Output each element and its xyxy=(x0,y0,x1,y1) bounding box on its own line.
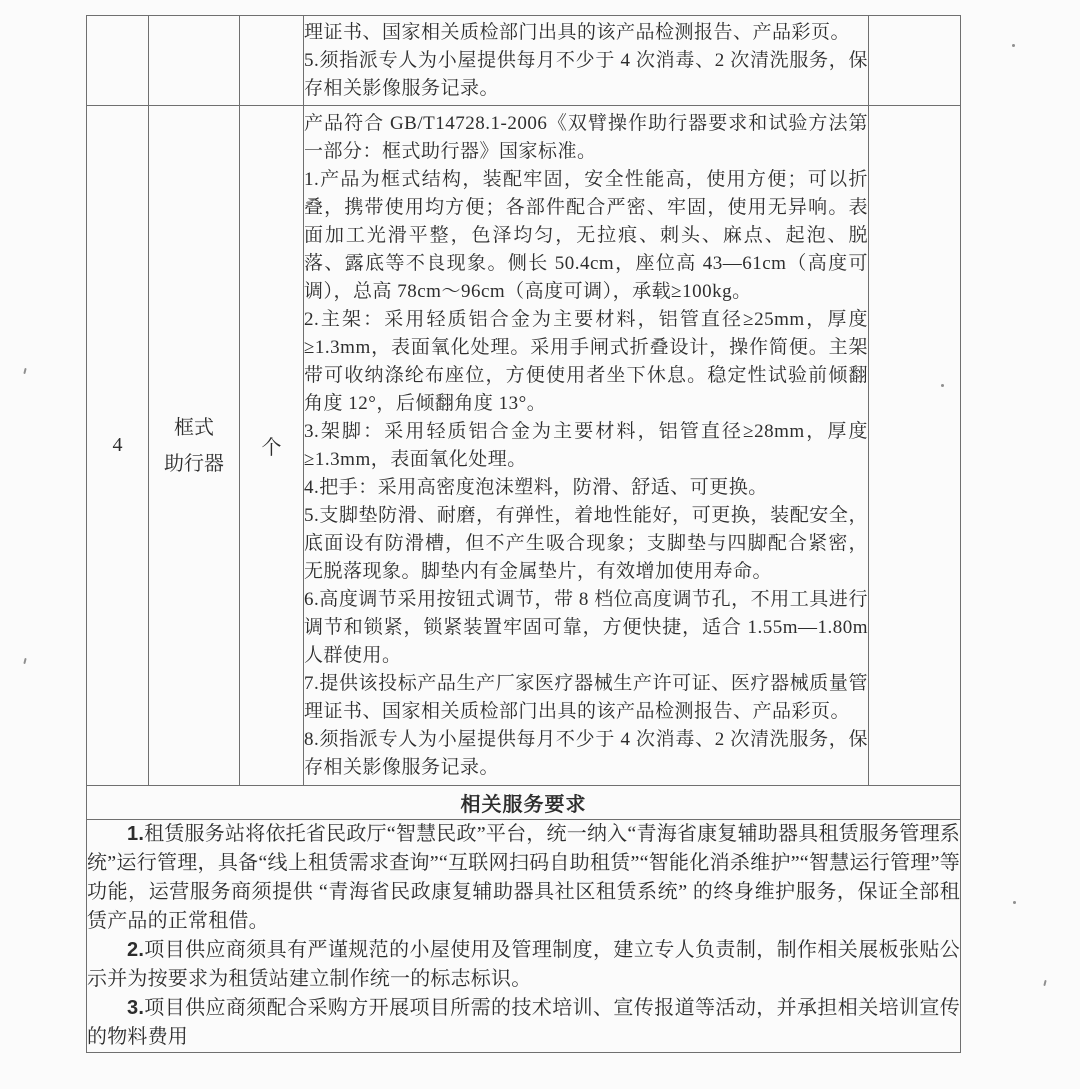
table-row-service-header xyxy=(87,786,961,820)
spec-paragraph: 2.主架：采用轻质铝合金为主要材料，铝管直径≥25mm，厚度≥1.3mm，表面氧化处理。采用手闸式折叠设计，操作简便。主架带可收纳涤纶布座位，方便使用者坐下休息。稳定性试验前倾翻角度 12°，后倾翻角度 13°。 xyxy=(304,308,868,414)
scan-speck xyxy=(1012,44,1015,47)
scan-speck xyxy=(23,368,26,374)
service-paragraph-number: 1. xyxy=(127,823,145,845)
cell-unit-empty xyxy=(240,16,304,106)
spec-paragraph: 8.须指派专人为小屋提供每月不少于 4 次消毒、2 次清洗服务，保存相关影像服务记录。 xyxy=(304,728,868,778)
spec-paragraph: 理证书、国家相关质检部门出具的该产品检测报告、产品彩页。 xyxy=(304,21,851,43)
cell-name-empty xyxy=(149,16,240,106)
cell-item-description xyxy=(304,106,869,786)
spec-paragraph: 6.高度调节采用按钮式调节，带 8 档位高度调节孔，不用工具进行调节和锁紧，锁紧装置牢固可靠，方便快捷，适合 1.55m—1.80m 人群使用。 xyxy=(304,588,868,666)
spec-paragraph: 4.把手：采用高密度泡沫塑料，防滑、舒适、可更换。 xyxy=(304,476,768,498)
cell-item-unit: 个 xyxy=(240,106,304,786)
service-paragraph xyxy=(87,820,960,936)
cell-item-number: 4 xyxy=(87,106,149,786)
cell-extra-empty xyxy=(869,16,961,106)
service-paragraph-text: 项目供应商须配合采购方开展项目所需的技术培训、宣传报道等活动，并承担相关培训宣传的物料费用 xyxy=(87,997,960,1048)
spec-paragraph: 5.支脚垫防滑、耐磨，有弹性，着地性能好，可更换，装配安全，底面设有防滑槽，但不产生吸合现象；支脚垫与四脚配合紧密，无脱落现象。脚垫内有金属垫片，有效增加使用寿命。 xyxy=(304,504,868,582)
spec-paragraph: 3.架脚：采用轻质铝合金为主要材料，铝管直径≥28mm，厚度≥1.3mm，表面氧化处理。 xyxy=(304,420,868,470)
spec-paragraph: 1.产品为框式结构，装配牢固，安全性能高，使用方便；可以折叠，携带使用均方便；各部件配合严密、牢固，使用无异响。表面加工光滑平整，色泽均匀，无拉痕、刺头、麻点、起泡、脱落、露底等不良现象。侧长 50.4cm，座位高 43—61cm（高度可调），总高 78cm～96cm（高度可调），承载≥100kg。 xyxy=(304,168,868,302)
service-section-title: 相关服务要求 xyxy=(87,786,961,820)
cell-description-continuation xyxy=(304,16,869,106)
service-paragraph xyxy=(87,936,960,994)
service-paragraph xyxy=(87,994,960,1052)
table-row-service-body xyxy=(87,820,961,1053)
spec-paragraph: 5.须指派专人为小屋提供每月不少于 4 次消毒、2 次清洗服务，保存相关影像服务记录。 xyxy=(304,49,868,99)
item-name-line: 框式 xyxy=(174,416,214,439)
scan-speck xyxy=(941,384,944,387)
spec-paragraph: 7.提供该投标产品生产厂家医疗器械生产许可证、医疗器械质量管理证书、国家相关质检部门出具的该产品检测报告、产品彩页。 xyxy=(304,672,868,722)
scan-speck xyxy=(23,658,26,664)
service-paragraph-text: 租赁服务站将依托省民政厅“智慧民政”平台，统一纳入“青海省康复辅助器具租赁服务管理系统”运行管理，具备“线上租赁需求查询”“互联网扫码自助租赁”“智能化消杀维护”“智慧运行管理”等功能，运营服务商须提供 “青海省民政康复辅助器具社区租赁系统” 的终身维护服务，保证全部租赁产品的正常租借。 xyxy=(87,823,960,932)
cell-seq-empty xyxy=(87,16,149,106)
cell-item-name xyxy=(149,106,240,786)
service-paragraph-number: 3. xyxy=(127,997,145,1019)
cell-service-requirements xyxy=(87,820,961,1053)
cell-extra-empty xyxy=(869,106,961,786)
table-row-item3-continuation xyxy=(87,16,961,106)
service-paragraph-text: 项目供应商须具有严谨规范的小屋使用及管理制度，建立专人负责制，制作相关展板张贴公示并为按要求为租赁站建立制作统一的标志标识。 xyxy=(87,939,960,990)
procurement-spec-table xyxy=(86,15,961,1053)
spec-paragraph: 产品符合 GB/T14728.1-2006《双臂操作助行器要求和试验方法第一部分：框式助行器》国家标准。 xyxy=(304,112,868,162)
scan-speck xyxy=(1043,980,1046,986)
item-name-line: 助行器 xyxy=(164,452,224,475)
service-paragraph-number: 2. xyxy=(127,939,145,961)
scan-speck xyxy=(1013,901,1016,904)
table-row-item4 xyxy=(87,106,961,786)
